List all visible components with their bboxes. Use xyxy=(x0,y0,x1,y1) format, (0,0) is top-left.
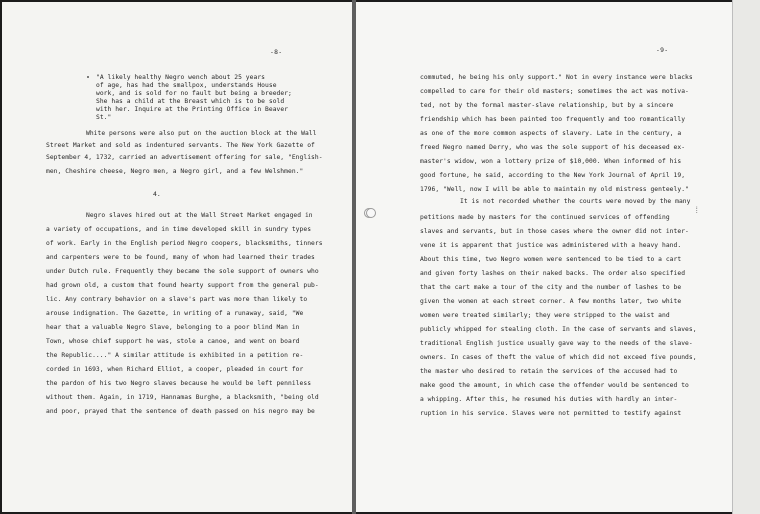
text-line: publicly whipped for stealing cloth. In the case of servants and slaves, xyxy=(420,326,697,333)
quote-line: with her. Inquire at the Printing Office in Beaver xyxy=(96,106,289,113)
section-number: 4. xyxy=(153,190,161,198)
text-line: had grown old, a custom that found hearty support from the general pub- xyxy=(46,282,319,289)
text-line: lic. Any contrary behavior on a slave's part was more than likely to xyxy=(46,296,308,303)
text-line: owners. In cases of theft the value of which did not exceed five pounds, xyxy=(420,354,697,361)
text-line: vene it is apparent that justice was administered with a heavy hand. xyxy=(420,242,682,249)
text-line: and carpenters were to be found, many of whom had learned their trades xyxy=(46,254,315,261)
text-line: under Dutch rule. Frequently they became the sole support of owners who xyxy=(46,268,319,275)
page-number-left: -8- xyxy=(270,48,283,56)
text-line: 1796, "Well, now I will be able to maintain my old mistress genteely." xyxy=(420,186,689,193)
left-page xyxy=(2,2,354,512)
quote-line: of age, has had the smallpox, understands House xyxy=(96,82,277,89)
text-line: good fortune, he said, according to the New York Journal of April 19, xyxy=(420,172,686,179)
text-line: the master who desired to retain the services of the accused had to xyxy=(420,368,678,375)
text-line: make good the amount, in which case the offender would be sentenced to xyxy=(420,382,689,389)
text-line: a whipping. After this, he resumed his duties with hardly an inter- xyxy=(420,396,678,403)
text-line: commuted, he being his only support." Not in every instance were blacks xyxy=(420,74,693,81)
text-line: It is not recorded whether the courts were moved by the many xyxy=(460,198,691,205)
text-line: arouse indignation. The Gazette, in writing of a runaway, said, "We xyxy=(46,310,304,317)
quote-line: work, and is sold for no fault but being a breeder; xyxy=(96,90,292,97)
text-line: given the women at each street corner. A few months later, two white xyxy=(420,298,682,305)
quote-line: "A likely healthy Negro wench about 25 years xyxy=(96,74,266,81)
text-line: women were treated similarly; they were stripped to the waist and xyxy=(420,312,670,319)
page-edge-strip xyxy=(732,0,760,514)
text-line: and given forty lashes on their naked backs. The order also specified xyxy=(420,270,686,277)
text-line: and poor, prayed that the sentence of death passed on his negro may be xyxy=(46,408,315,415)
text-line: of work. Early in the English period Negro coopers, blacksmiths, tinners xyxy=(46,240,323,247)
page-number-right: -9- xyxy=(656,46,669,54)
text-line: ruption in his service. Slaves were not permitted to testify against xyxy=(420,410,682,417)
text-line: men, Cheshire cheese, Negro men, a Negro girl, and a few Welshmen." xyxy=(46,168,304,175)
text-line: September 4, 1732, carried an advertisement offering for sale, "English- xyxy=(46,154,323,161)
text-line: freed Negro named Derry, who was the sole support of his deceased ex- xyxy=(420,144,686,151)
text-line: friendship which has been painted too frequently and too romantically xyxy=(420,116,686,123)
text-line: as one of the more common aspects of slavery. Late in the century, a xyxy=(420,130,682,137)
text-line: the Republic...." A similar attitude is exhibited in a petition re- xyxy=(46,352,304,359)
text-line: a variety of occupations, and in time developed skill in sundry types xyxy=(46,226,312,233)
pencil-mark-icon: ⁞ xyxy=(694,206,700,216)
quote-line: She has a child at the Breast which is to be sold xyxy=(96,98,285,105)
text-line: traditional English justice usually gave way to the needs of the slave- xyxy=(420,340,693,347)
text-line: White persons were also put on the auction block at the Wall xyxy=(86,130,317,137)
quote-line: St." xyxy=(96,114,112,121)
text-line: Street Market and sold as indentured servants. The New York Gazette of xyxy=(46,142,315,149)
text-line: Negro slaves hired out at the Wall Street Market engaged in xyxy=(86,212,313,219)
text-line: without them. Again, in 1719, Hannamas Burghe, a blacksmith, "being old xyxy=(46,394,319,401)
text-line: ted, not by the formal master-slave relationship, but by a sincere xyxy=(420,102,674,109)
text-line: corded in 1693, when Richard Elliot, a cooper, pleaded in court for xyxy=(46,366,304,373)
text-line: the pardon of his two Negro slaves because he would be left penniless xyxy=(46,380,312,387)
text-line: slaves and servants, but in those cases where the owner did not inter- xyxy=(420,228,689,235)
text-line: master's widow, won a lottery prize of $10,000. When informed of his xyxy=(420,158,682,165)
text-line: that the cart make a tour of the city and the number of lashes to be xyxy=(420,284,682,291)
text-line: About this time, two Negro women were sentenced to be tied to a cart xyxy=(420,256,682,263)
text-line: petitions made by masters for the continued services of offending xyxy=(420,214,670,221)
ink-speck xyxy=(87,76,89,78)
text-line: hear that a valuable Negro Slave, belonging to a poor blind Man in xyxy=(46,324,300,331)
punch-hole-icon xyxy=(366,208,376,218)
right-page xyxy=(356,2,732,512)
text-line: compelled to care for their old masters; sometimes the act was motiva- xyxy=(420,88,689,95)
text-line: Town, whose chief support he was, stole a canoe, and went on board xyxy=(46,338,300,345)
